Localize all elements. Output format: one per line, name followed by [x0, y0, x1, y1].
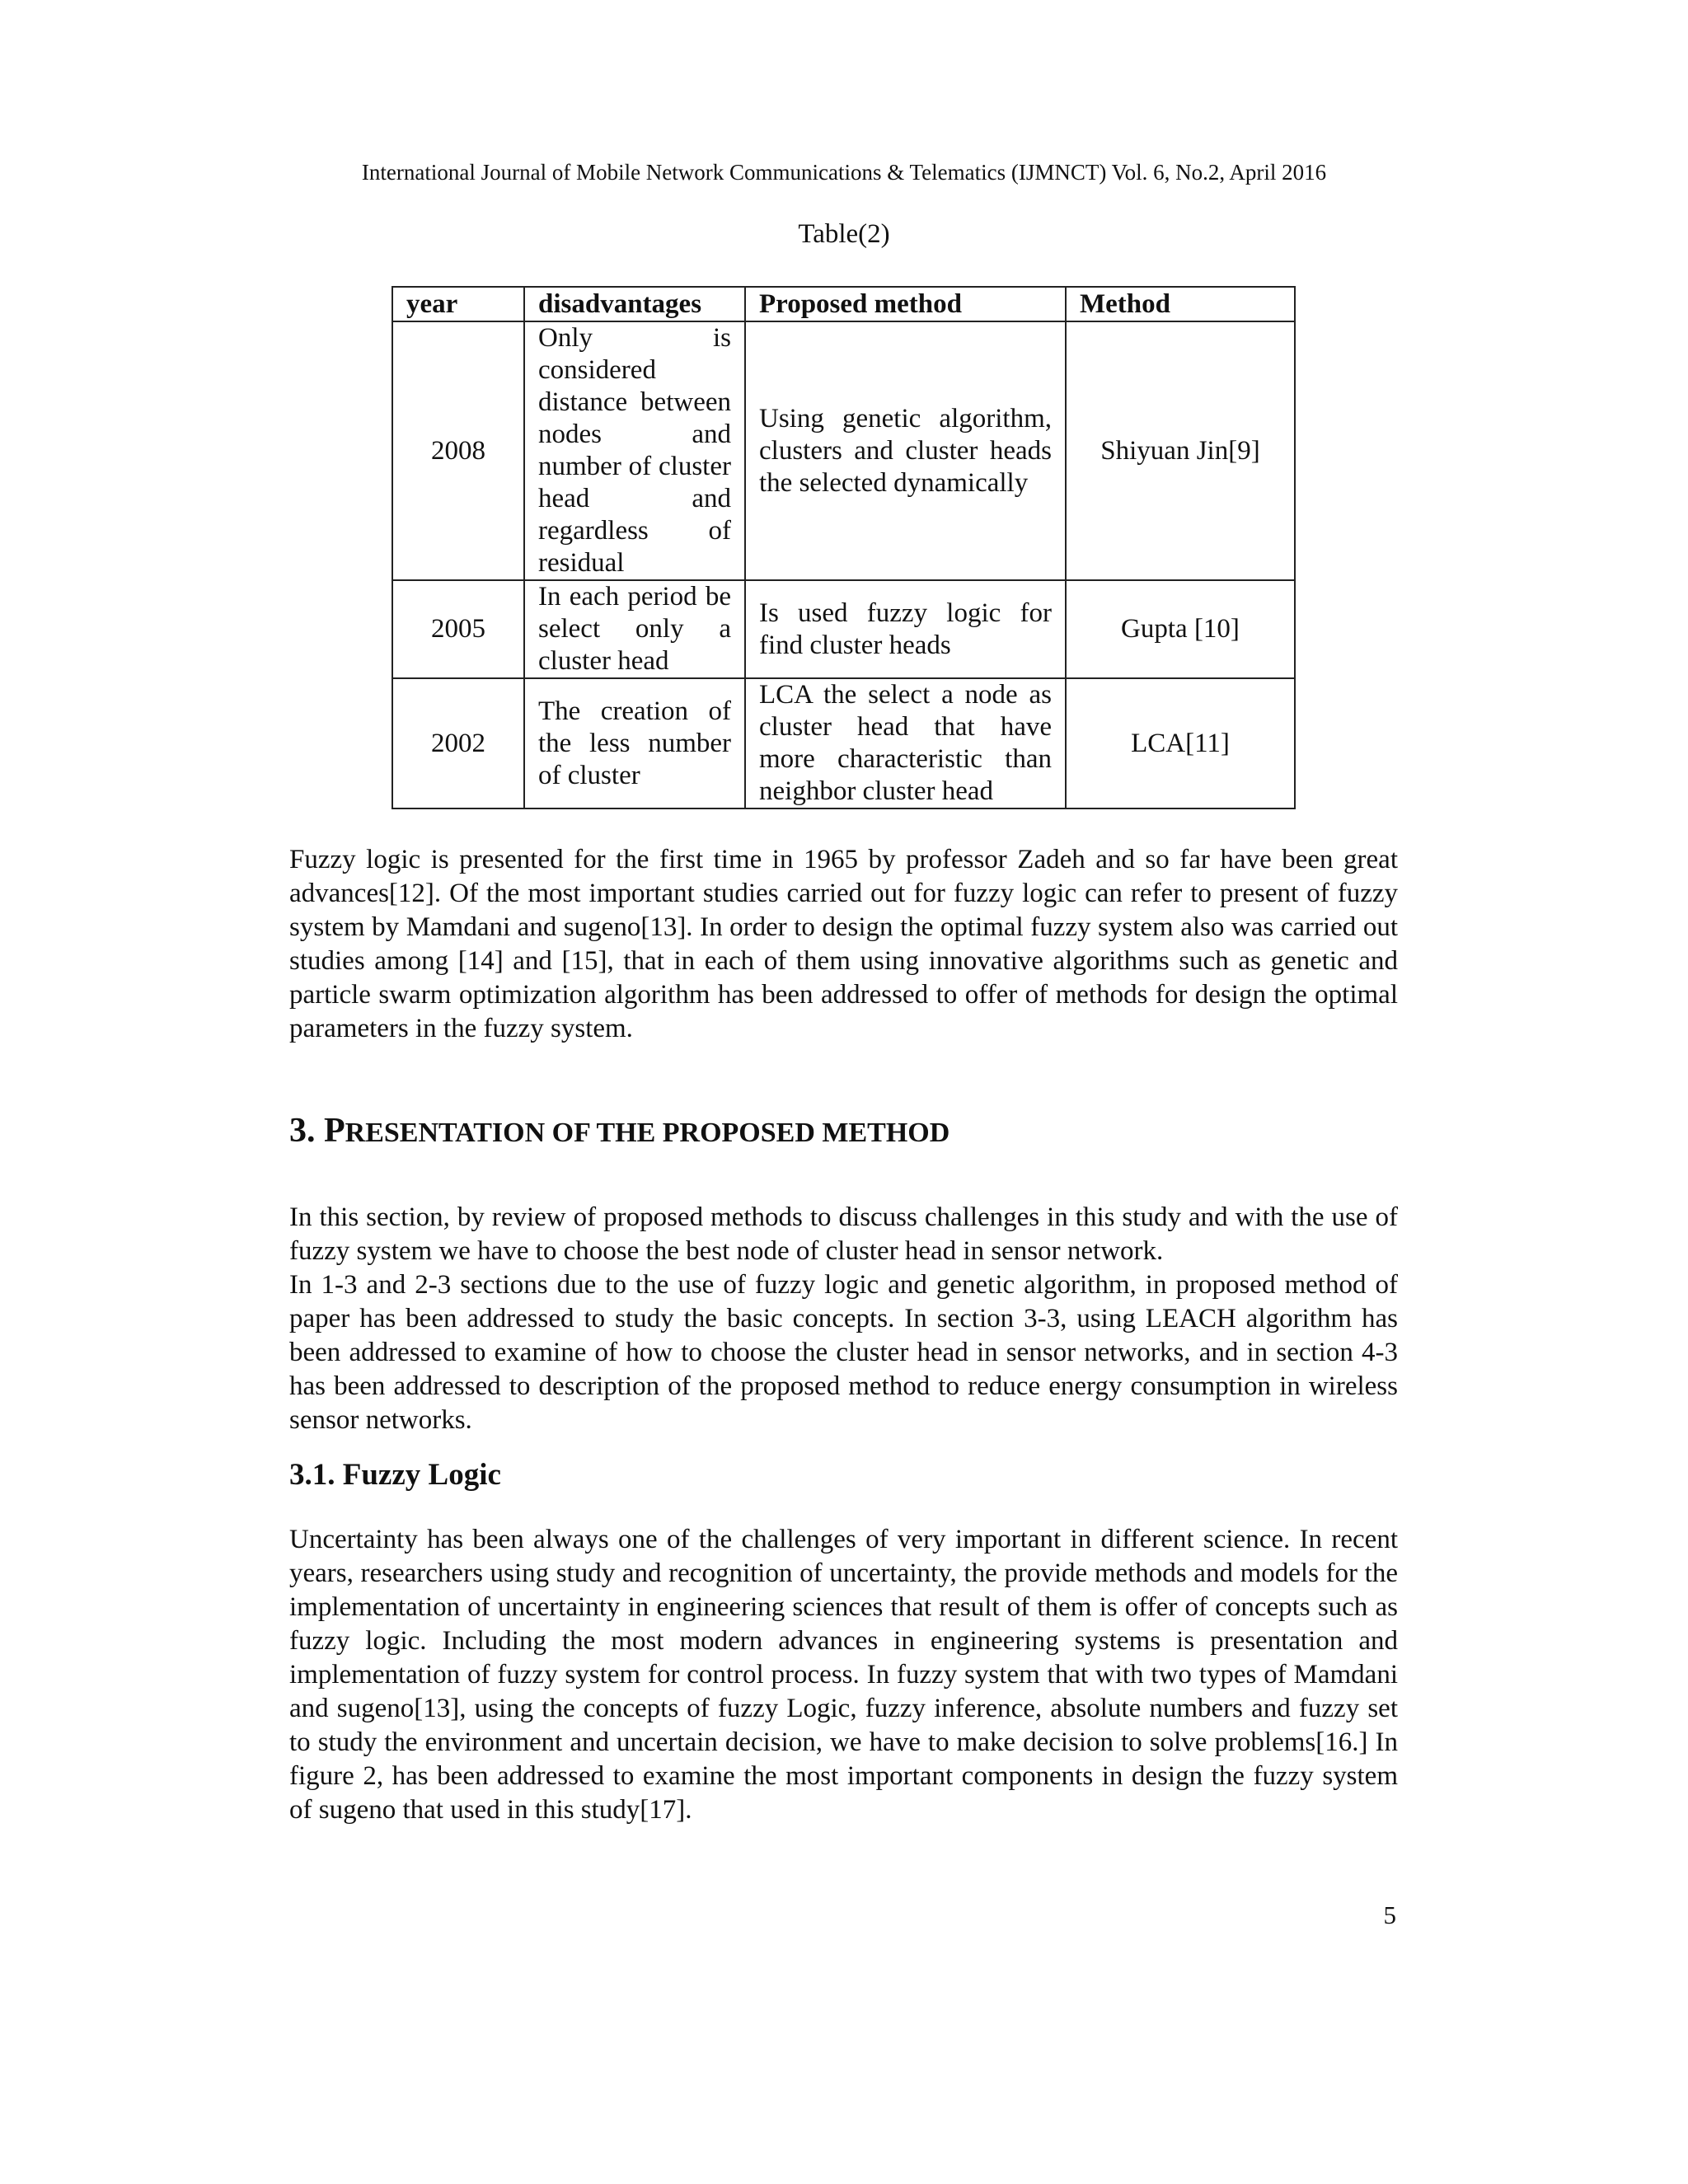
cell-proposed-method: LCA the select a node as cluster head that have more characteristic than neighbor cluster head [745, 678, 1066, 808]
cell-method: Gupta [10] [1066, 580, 1295, 678]
cell-proposed-method: Is used fuzzy logic for find cluster heads [745, 580, 1066, 678]
cell-method: LCA[11] [1066, 678, 1295, 808]
table-header-row [392, 287, 1295, 321]
section-3-number: 3. [289, 1112, 324, 1150]
column-header-proposed-method: Proposed method [745, 287, 1066, 321]
table-caption: Table(2) [798, 219, 890, 249]
comparison-table [392, 286, 1296, 809]
cell-disadvantages: In each period be select only a cluster head [524, 580, 745, 678]
cell-disadvantages: The creation of the less number of cluster [524, 678, 745, 808]
cell-method: Shiyuan Jin[9] [1066, 321, 1295, 580]
column-header-method: Method [1066, 287, 1295, 321]
table-row [392, 580, 1295, 678]
table-row [392, 321, 1295, 580]
table-row [392, 678, 1295, 808]
journal-header: International Journal of Mobile Network Communications & Telematics (IJMNCT) Vol. 6, No.2, April 2016 [361, 160, 1327, 185]
column-header-year: year [392, 287, 524, 321]
section-3-paragraph-1: In this section, by review of proposed methods to discuss challenges in this study and with the use of fuzzy system we have to choose the best node of cluster head in sensor network. [289, 1202, 1398, 1266]
column-header-disadvantages: disadvantages [524, 287, 745, 321]
section-3-paragraph-2: In 1-3 and 2-3 sections due to the use of fuzzy logic and genetic algorithm, in proposed method of paper has been addressed to study the basic concepts. In section 3-3, using LEACH algorithm has been addressed to examine of how to choose the cluster head in sensor networks, and in section 4-3 has been addressed to description of the proposed method to reduce energy consumption in wireless sensor networks. [289, 1270, 1398, 1435]
section-3-title-initial: P [324, 1112, 345, 1150]
cell-year: 2008 [392, 321, 524, 580]
cell-year: 2005 [392, 580, 524, 678]
section-3-title-rest: RESENTATION OF THE PROPOSED METHOD [345, 1118, 950, 1148]
cell-year: 2002 [392, 678, 524, 808]
section-3-heading [289, 1111, 950, 1151]
section-3-1-heading: 3.1. Fuzzy Logic [289, 1458, 501, 1492]
cell-proposed-method: Using genetic algorithm, clusters and cluster heads the selected dynamically [745, 321, 1066, 580]
cell-disadvantages: Only is considered distance between nodes and number of cluster head and regardless of residual [524, 321, 745, 580]
page-number: 5 [1383, 1900, 1396, 1929]
intro-paragraph: Fuzzy logic is presented for the first time in 1965 by professor Zadeh and so far have been great advances[12]. Of the most important studies carried out for fuzzy logic can refer to present of fuzzy system by Mamdani and sugeno[13]. In order to design the optimal fuzzy system also was carried out studies among [14] and [15], that in each of them using innovative algorithms such as genetic and particle swarm optimization algorithm has been addressed to offer of methods for design the optimal parameters in the fuzzy system. [289, 845, 1398, 1043]
section-3-1-paragraph: Uncertainty has been always one of the challenges of very important in different science. In recent years, researchers using study and recognition of uncertainty, the provide methods and models for the implementation of uncertainty in engineering sciences that result of them is offer of concepts such as fuzzy logic. Including the most modern advances in engineering systems is presentation and implementation of fuzzy system for control process. In fuzzy system that with two types of Mamdani and sugeno[13], using the concepts of fuzzy Logic, fuzzy inference, absolute numbers and fuzzy set to study the environment and uncertain decision, we have to make decision to solve problems[16.] In figure 2, has been addressed to examine the most important components in design the fuzzy system of sugeno that used in this study[17]. [289, 1525, 1398, 1825]
